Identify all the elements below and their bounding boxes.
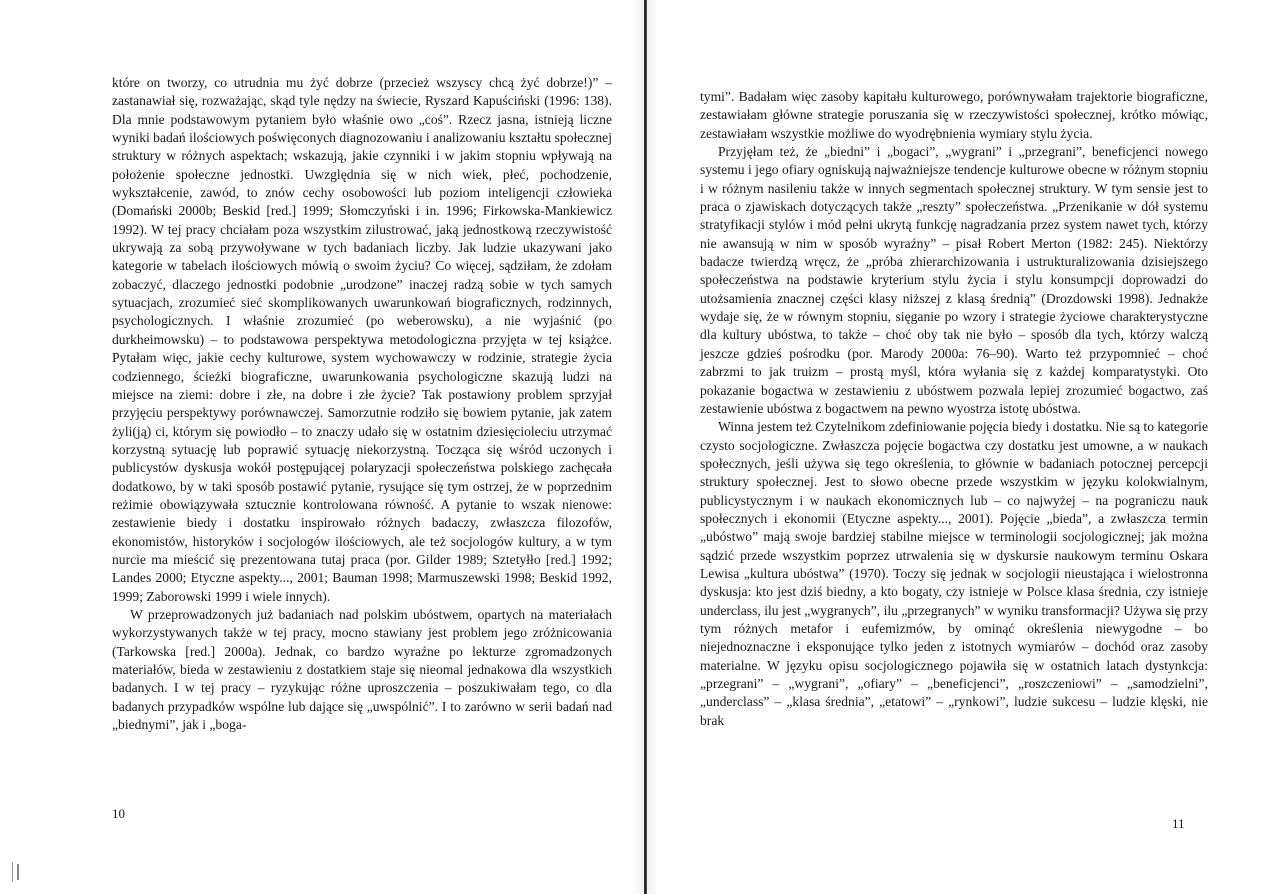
left-paragraph-2: W przeprowadzonych już badaniach nad polskim ubóstwem, opartych na materiałach wykorzystywanych także w tej pracy, mocno stawiany jest problem jego zróżnicowania (Tarkowska [red.] 2000a). Jednak, co bardzo wyraźne po lekturze zgromadzonych materiałów, bieda w zestawieniu z dostatkiem staje się nieomal jednakowa dla wszystkich badanych. I w tej pracy – ryzykując różne uproszczenia – poszukiwałam tego, co dla badanych przypadków wspólne lub dające się „uwspólnić”. I to zarówno w serii badań nad „biednymi”, jak i „boga- (112, 606, 612, 733)
right-page-number: 11 (1172, 816, 1185, 831)
left-page-body (112, 74, 612, 734)
right-paragraph-1: tymi”. Badałam więc zasoby kapitału kulturowego, porównywałam trajektorie biograficzne, zestawiałam główne strategie poruszania się w rzeczywistości społecznej, krótko mówiąc, zestawiałam wszystkie możliwe do wyodrębnienia wymiary stylu życia. (700, 89, 1208, 141)
left-page-number: 10 (112, 806, 125, 821)
book-spine (644, 0, 647, 894)
right-page (648, 0, 1262, 894)
right-paragraph-2: Przyjęłam też, że „biedni” i „bogaci”, „wygrani” i „przegrani”, beneficjenci nowego systemu i jego ofiary ogniskują najważniejsze tendencje kulturowe obecne w różnym stopniu i w różnym nasileniu także w innych segmentach społecznej struktury. W tym sensie jest to praca o zjawiskach dotyczących także „reszty” społeczeństwa. „Przenikanie w dół systemu stratyfikacji stylów i mód pełni ukrytą funkcję nagradzania przez system nawet tych, którzy nie awansują w nim w sposób wyraźny” – pisał Robert Merton (1982: 245). Niektórzy badacze twierdzą wręcz, że „próba zhierarchizowania i ustrukturalizowania dzisiejszego społeczeństwa na podstawie kryterium stylu życia i stylu konsumpcji doprowadzi do utożsamienia znacznej części klasy niższej z klasą średnią” (Drozdowski 1998). Jednakże wydaje się, że w równym stopniu, sięganie po wzory i strategie życiowe charakterystyczne dla kultury ubóstwa, to także – choć oby tak nie było – sposób dla tych, którzy walczą jeszcze gdzieś pośrodku (por. Marody 2000a: 76–90). Warto też przypomnieć – choć zabrzmi to jak truizm – prostą myśl, która wyłania się z każdej komparatystyki. Oto pokazanie bogactwa w zestawieniu z ubóstwem pozwala lepiej zrozumieć bogactwo, zaś zestawienie ubóstwa z bogactwem na pewno wyostrza istotę ubóstwa. (700, 144, 1208, 416)
right-paragraph-3: Winna jestem też Czytelnikom zdefiniowanie pojęcia biedy i dostatku. Nie są to kategorie czysto socjologiczne. Zwłaszcza pojęcie bogactwa czy dostatku jest umowne, a w naukach społecznych, jeśli używa się tego określenia, to głównie w badaniach potocznej percepcji struktury społecznej. Jest to słowo obecne przede wszystkim w języku kolokwialnym, publicystycznym i w naukach ekonomicznych lub – co najwyżej – na pograniczu nauk społecznych i ekonomii (Etyczne aspekty..., 2001). Pojęcie „bieda”, a zwłaszcza termin „ubóstwo” mają swoje bardziej stabilne miejsce w terminologii socjologicznej; jak można sądzić przede wszystkim poprzez utrwalenia się w dyskursie naukowym terminu Oskara Lewisa „kultura ubóstwa” (1970). Toczy się jednak w socjologii nieustająca i wielostronna dyskusja: kto jest dziś biedny, a kto bogaty, czy istnieje w Polsce klasa średnia, czy istnieje underclass, ilu jest „wygranych”, ilu „przegranych” w wyniku transformacji? Używa się przy tym różnych metafor i eufemizmów, by ominąć określenia niewygodne – bo niejednoznaczne i eksponujące tylko jeden z istotnych wymiarów – dochód oraz zasoby materialne. W języku opisu socjologicznego pojawiła się w ostatnich latach dystynkcja: „przegrani” – „wygrani”, „ofiary” – „beneficjenci”, „roszczeniowi” – „samodzielni”, „underclass” – „klasa średnia”, „etatowi” – „rynkowi”, ludzie sukcesu – ludzie klęski, nie brak (700, 419, 1208, 728)
left-paragraph-1: które on tworzy, co utrudnia mu żyć dobrze (przecież wszyscy chcą żyć dobrze!)” – zastanawiał się, rozważając, skąd tyle nędzy na świecie, Ryszard Kapuściński (1996: 138). Dla mnie podstawowym pytaniem było właśnie owo „coś”. Rzecz jasna, istnieją liczne wyniki badań ilościowych poświęconych diagnozowaniu i analizowaniu kształtu społecznej struktury w różnych aspektach; wskazują, jakie czynniki i w jakim stopniu wpływają na położenie społeczne jednostki. Uwzględnia się w nich wiek, płeć, pochodzenie, wykształcenie, zawód, to znów cechy osobowości lub poziom inteligencji człowieka (Domański 2000b; Beskid [red.] 1999; Słomczyński i in. 1996; Firkowska-Mankiewicz 1992). W tej pracy chciałam poza wszystkim zilustrować, jaką jednostkową rzeczywistość ukrywają za sobą przywoływane w tych badaniach liczby. Jak ludzie ukazywani jako kategorie w tabelach ilościowych mówią o swoim życiu? Co więcej, sądziłam, że zdołam zobaczyć, dlaczego jednostki podobnie „urodzone” inaczej radzą sobie w tych samych sytuacjach, zrozumieć sieć skomplikowanych uwarunkowań biograficznych, rodzinnych, psychologicznych. I właśnie zrozumieć (po weberowsku), a nie wyjaśnić (po durkheimowsku) – to podstawowa perspektywa metodologiczna przyjęta w tej książce. Pytałam więc, jakie cechy kulturowe, system wychowawczy w rodzinie, strategie życia codziennego, ścieżki biograficzne, uwarunkowania psychologiczne skazują ludzi na miejsce na ziemi: dobre i złe, na dobre i złe życie? Tak postawiony problem sprzyjał przyjęciu perspektywy porównawczej. Samorzutnie rodziło się bowiem pytanie, jak zatem żyli(ją) ci, którym się powiodło – to znaczy udało się w ostatnim dziesięcioleciu utrzymać korzystną sytuację lub poprawić sytuację niekorzystną. Tocząca się wśród uczonych i publicystów dyskusja wokół postępującej polaryzacji społeczeństwa polskiego zachęcała dodatkowo, by w taki sposób postawić pytanie, rysujące się tym ostrzej, że w poprzednim reżimie obowiązywała sztucznie kontrolowana równość. A pytanie to wszak nienowe: zestawienie biedy i dostatku inspirowało różnych badaczy, zwłaszcza filozofów, ekonomistów, historyków i socjologów ilościowych, ale też socjologów kultury, a w tym nurcie ma mieścić się prezentowana tutaj praca (por. Gilder 1989; Sztetyłło [red.] 1992; Landes 2000; Etyczne aspekty..., 2001; Bauman 1998; Marmuszewski 1998; Beskid 1992, 1999; Zaborowski 1999 i wiele innych). (112, 75, 612, 604)
right-page-body (700, 88, 1208, 730)
scan-edge-mark (12, 862, 35, 882)
